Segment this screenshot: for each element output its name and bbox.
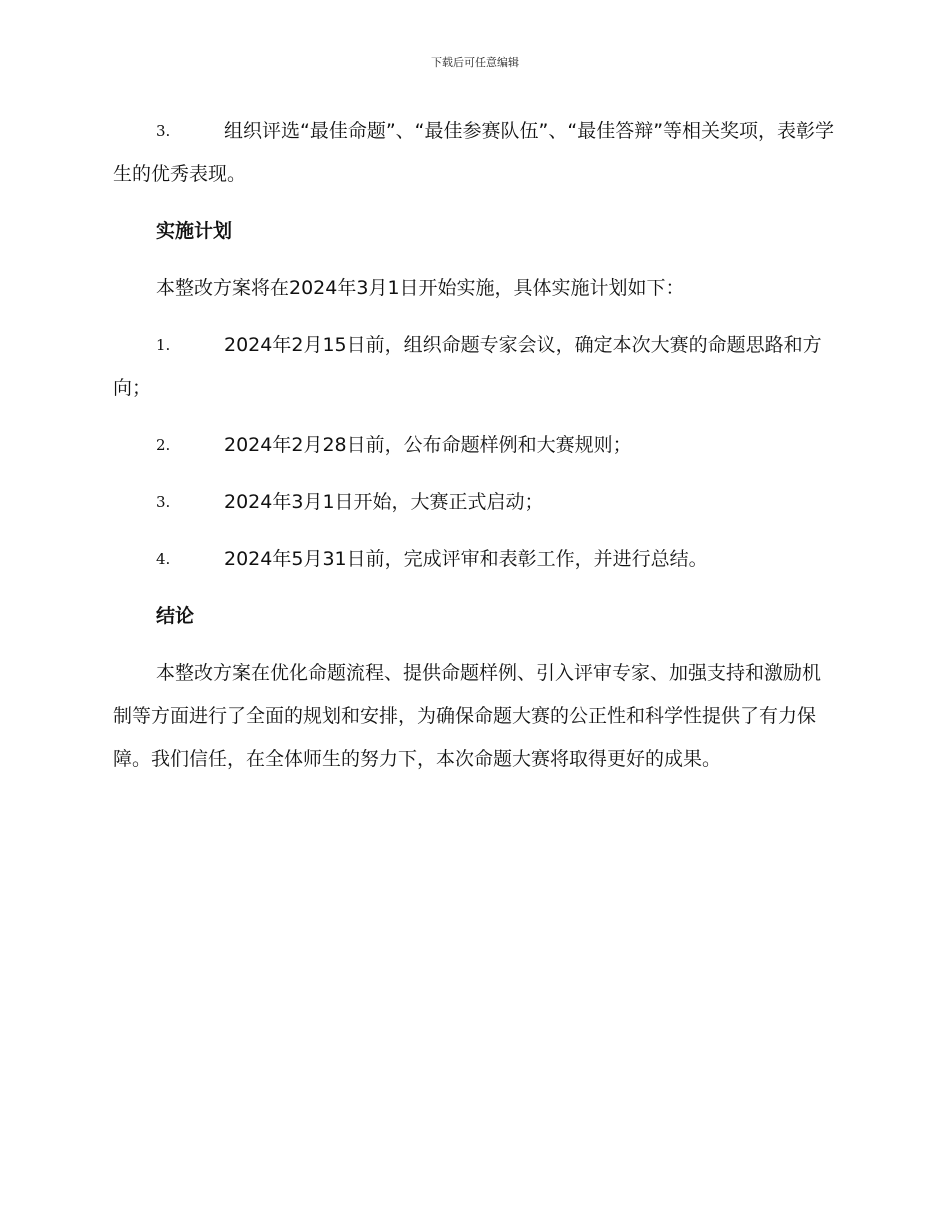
- list-item-text: 组织评选“最佳命题”、“最佳参赛队伍”、“最佳答辩”等相关奖项，表彰学生的优秀表现。: [113, 120, 835, 185]
- list-number: 4.: [156, 550, 171, 568]
- list-item-text: 2024年2月15日前，组织命题专家会议，确定本次大赛的命题思路和方向；: [113, 334, 822, 399]
- list-item-text: 2024年2月28日前，公布命题样例和大赛规则；: [224, 434, 632, 456]
- plan-list-item: [113, 424, 835, 467]
- page-header: 下载后可任意编辑: [431, 56, 519, 69]
- plan-intro-paragraph: 本整改方案将在2024年3月1日开始实施，具体实施计划如下：: [156, 277, 685, 299]
- conclusion-paragraph: 本整改方案在优化命题流程、提供命题样例、引入评审专家、加强支持和激励机制等方面进行了全面的规划和安排，为确保命题大赛的公正性和科学性提供了有力保障。我们信任，在全体师生的努力下，本次命题大赛将取得更好的成果。: [113, 662, 822, 770]
- list-item-text: 2024年3月1日开始，大赛正式启动；: [224, 491, 544, 513]
- plan-list-item: [113, 324, 835, 410]
- section-heading-plan: 实施计划: [156, 220, 233, 242]
- award-list-item: [113, 110, 835, 196]
- list-number: 1.: [156, 336, 171, 354]
- plan-list-item: [113, 481, 835, 524]
- document-body: [113, 110, 835, 795]
- plan-list-item: [113, 538, 835, 581]
- section-heading-conclusion: 结论: [156, 605, 195, 627]
- list-number: 3.: [156, 122, 171, 140]
- list-item-text: 2024年5月31日前，完成评审和表彰工作，并进行总结。: [224, 548, 708, 570]
- list-number: 3.: [156, 493, 171, 511]
- list-number: 2.: [156, 436, 171, 454]
